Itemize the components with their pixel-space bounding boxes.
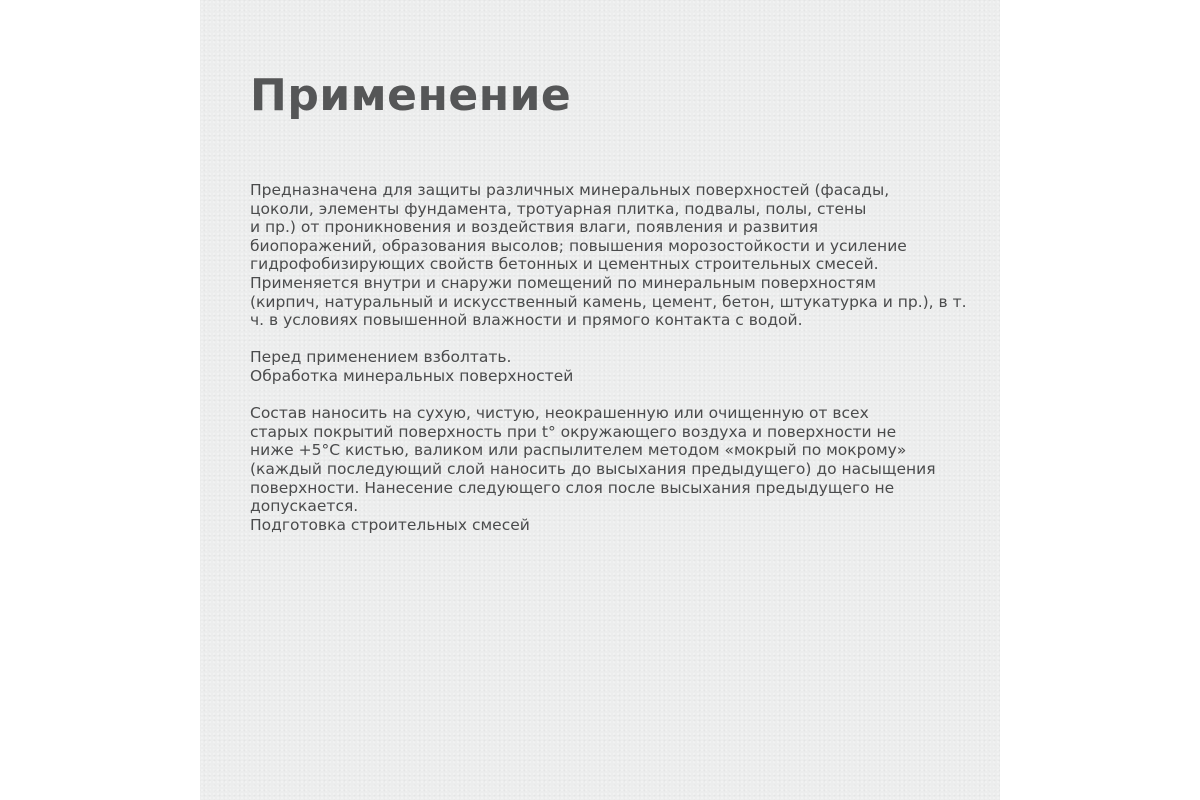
paragraph-3-line: допускается. xyxy=(250,497,359,516)
paragraph-3-line: поверхности. Нанесение следующего слоя после высыхания предыдущего не xyxy=(250,478,895,497)
shake-instruction: Перед применением взболтать. xyxy=(250,348,512,367)
paragraph-1-line: Предназначена для защиты различных минеральных поверхностей (фасады, xyxy=(250,181,890,199)
paragraph-1-line: (кирпич, натуральный и искусственный камень, цемент, бетон, штукатурка и пр.), в т. xyxy=(250,292,967,311)
paragraph-1-line: Применяется внутри и снаружи помещений по минеральным поверхностям xyxy=(250,273,877,292)
paragraph-3-line: старых покрытий поверхность при t° окружающего воздуха и поверхности не xyxy=(250,422,897,441)
paragraph-1-line: ч. в условиях повышенной влажности и прямого контакта с водой. xyxy=(250,311,803,330)
paragraph-3-line: ниже +5°С кистью, валиком или распылителем методом «мокрый по мокрому» xyxy=(250,441,907,460)
section-label-mixtures: Подготовка строительных смесей xyxy=(250,515,530,534)
paragraph-3-line: (каждый последующий слой наносить до высыхания предыдущего) до насыщения xyxy=(250,459,936,478)
paragraph-1-line: и пр.) от проникновения и воздействия влаги, появления и развития xyxy=(250,218,819,237)
paragraph-1-line: цоколи, элементы фундамента, тротуарная плитка, подвалы, полы, стены xyxy=(250,199,867,218)
paragraph-spacer xyxy=(250,386,980,405)
content-card xyxy=(200,0,1000,800)
paragraph-3-line: Состав наносить на сухую, чистую, неокрашенную или очищенную от всех xyxy=(250,404,869,423)
section-label-mineral-surfaces: Обработка минеральных поверхностей xyxy=(250,366,574,385)
paragraph-1-line: биопоражений, образования высолов; повышения морозостойкости и усиление xyxy=(250,236,907,255)
description-text xyxy=(250,181,980,534)
paragraph-1-line: гидрофобизирующих свойств бетонных и цементных строительных смесей. xyxy=(250,255,879,274)
page-title: Применение xyxy=(250,70,572,121)
paragraph-spacer xyxy=(250,330,980,349)
